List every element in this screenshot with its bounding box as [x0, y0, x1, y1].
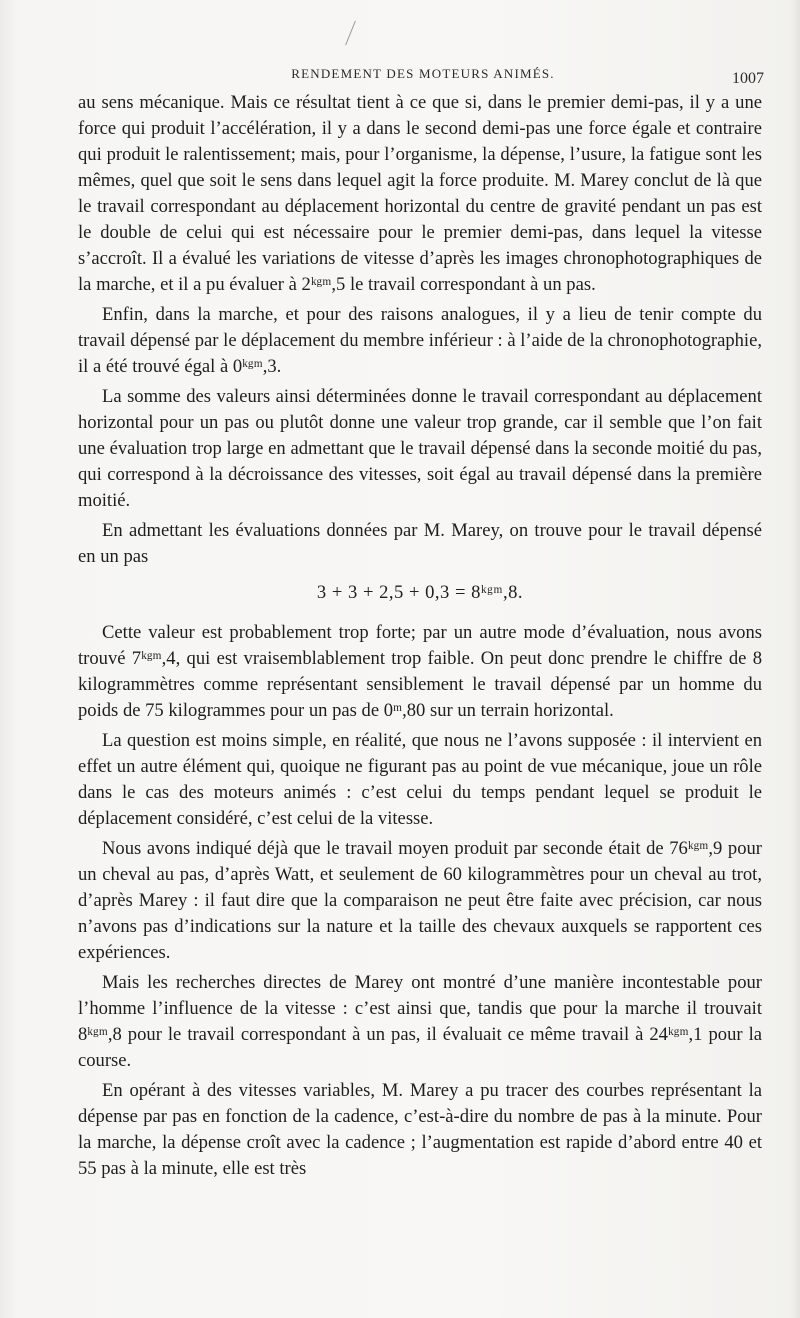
- paragraph-marey-evaluations: En admettant les évaluations données par M. Marey, on trouve pour le travail dépensé en un pas: [78, 520, 762, 567]
- running-title: RENDEMENT DES MOTEURS ANIMÉS.: [291, 66, 555, 81]
- page-edge-shadow: [790, 0, 800, 1318]
- paragraph-speed-question: La question est moins simple, en réalité, que nous ne l’avons supposée : il intervient en effet un autre élément qui, quoique ne figurant pas au point de vue mécanique, joue un rôle dans le cas des moteurs animés : c’est celui du temps pendant lequel se produit le déplacement considéré, c’est celui de la vitesse.: [78, 730, 762, 829]
- stray-pen-mark: [345, 21, 356, 45]
- paragraph-cadence-curves: En opérant à des vitesses variables, M. Marey a pu tracer des courbes représentant la dépense par pas en fonction de la cadence, c’est-à-dire du nombre de pas à la minute. Pour la marche, la dépense croît avec la cadence ; l’augmentation est rapide d’abord entre 40 et 55 pas à la minute, elle est très: [78, 1080, 762, 1179]
- running-head: [78, 64, 768, 86]
- body-text: [78, 90, 762, 1186]
- paragraph-lower-limb: Enfin, dans la marche, et pour des raisons analogues, il y a lieu de tenir compte du travail dépensé par le déplacement du membre inférieur : à l’aide de la chronophotographie, il a été trouvé égal à 0ᵏᵍᵐ,3.: [78, 304, 762, 377]
- equation: 3 + 3 + 2,5 + 0,3 = 8ᵏᵍᵐ,8.: [316, 582, 524, 603]
- paragraph-sum-of-values: La somme des valeurs ainsi déterminées donne le travail correspondant au déplacement horizontal pour un pas ou plutôt donne une valeur trop grande, car il semble que l’on fait une évaluation trop large en admettant que le travail dépensé dans la seconde moitié du pas, qui correspond à la décroissance des vitesses, soit égal au travail dépensé dans la première moitié.: [78, 386, 762, 511]
- paragraph-marey-research: Mais les recherches directes de Marey ont montré d’une manière incontestable pour l’homme l’influence de la vitesse : c’est ainsi que, tandis que pour la marche il trouvait 8ᵏᵍᵐ,8 pour le travail correspondant à un pas, il évaluait ce même travail à 24ᵏᵍᵐ,1 pour la course.: [78, 972, 762, 1071]
- paragraph-continuation: au sens mécanique. Mais ce résultat tient à ce que si, dans le premier demi-pas, il y a une force qui produit l’accélération, il y a dans le second demi-pas une force égale et contraire qui produit le ralentissement; mais, pour l’organisme, la dépense, l’usure, la fatigue sont les mêmes, quel que soit le sens dans lequel agit la force produite. M. Marey conclut de là que le travail correspondant au déplacement horizontal du centre de gravité pendant un pas est le double de celui qui est nécessaire pour le premier demi-pas, dans lequel la vitesse s’accroît. Il a évalué les variations de vitesse d’après les images chronophotographiques de la marche, et il a pu évaluer à 2ᵏᵍᵐ,5 le travail correspondant à un pas.: [78, 92, 762, 295]
- paragraph-estimate: Cette valeur est probablement trop forte; par un autre mode d’évaluation, nous avons trouvé 7ᵏᵍᵐ,4, qui est vraisemblablement trop faible. On peut donc prendre le chiffre de 8 kilogrammètres comme représentant sensiblement le travail dépensé par un homme du poids de 75 kilogrammes pour un pas de 0ᵐ,80 sur un terrain horizontal.: [78, 622, 762, 721]
- page-number: 1007: [732, 70, 764, 87]
- paragraph-horse-work: Nous avons indiqué déjà que le travail moyen produit par seconde était de 76ᵏᵍᵐ,9 pour un cheval au pas, d’après Watt, et seulement de 60 kilogrammètres pour un cheval au trot, d’après Marey : il faut dire que la comparaison ne peut être faite avec précision, car nous n’avons pas d’indications sur la nature et la taille des chevaux auxquels se rapportent ces expériences.: [78, 838, 762, 963]
